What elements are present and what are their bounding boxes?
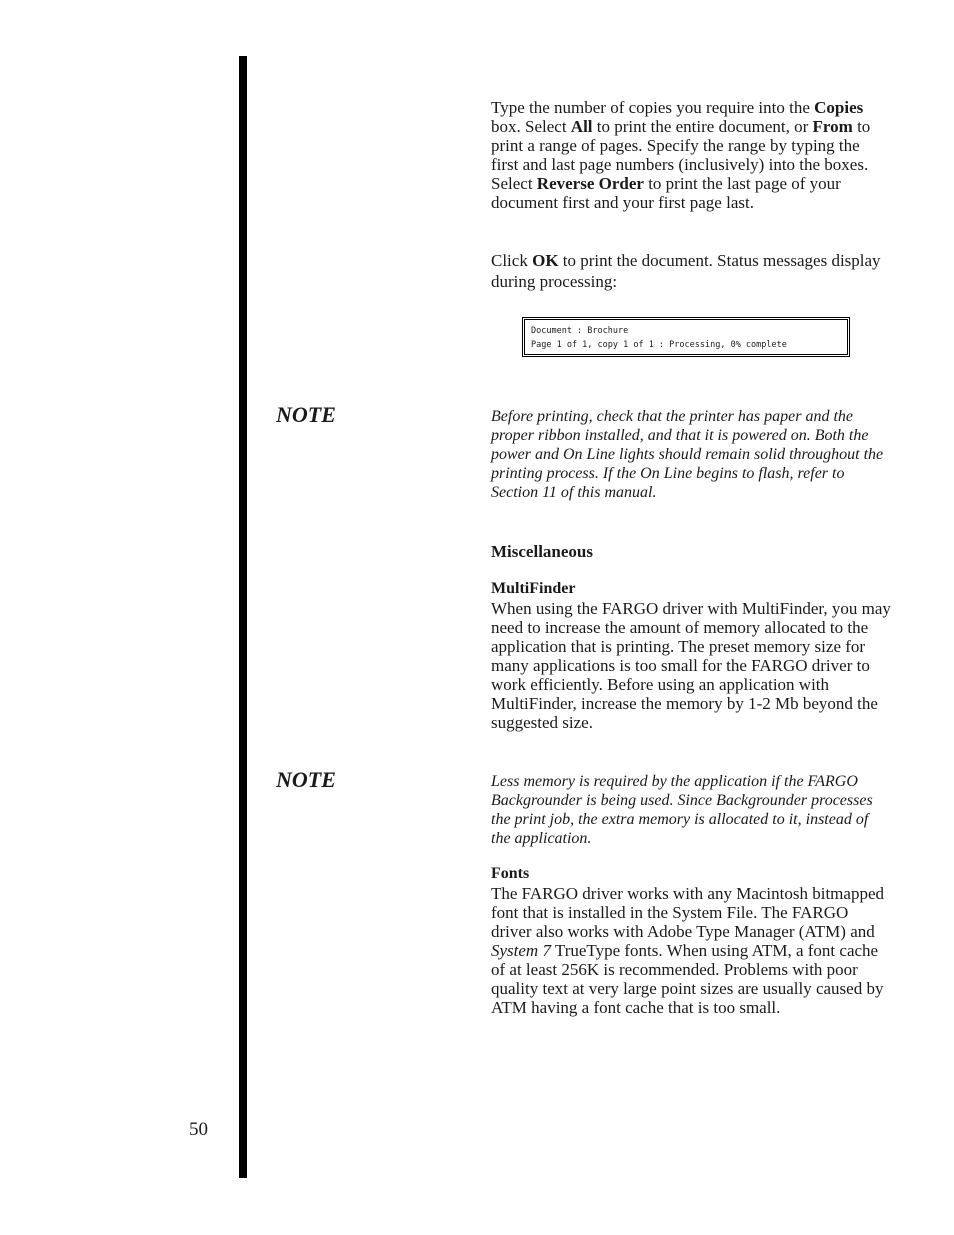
bold-reverse-order: Reverse Order: [536, 174, 644, 193]
page-number: 50: [189, 1119, 208, 1140]
click-ok-paragraph: [491, 250, 891, 292]
subheading-multifinder: MultiFinder: [491, 580, 576, 597]
text-span: to print the entire document, or: [592, 117, 813, 136]
fonts-paragraph: [491, 884, 891, 1017]
bold-copies: Copies: [814, 98, 864, 117]
note-text: Before printing, check that the printer has paper and the proper ribbon installed, and that it is powered on. Both the power and On Line lights should remain solid throughout the printing process. If the On Line begins to flash, refer to Section 11 of this manual.: [491, 408, 884, 501]
status-document-line: Document : Brochure: [531, 326, 629, 336]
multifinder-paragraph: When using the FARGO driver with MultiFinder, you may need to increase the amount of memory allocated to the application that is printing. The preset memory size for many applications is too small for the FARGO driver to work efficiently. Before using an application with MultiFinder, increase the memory by 1-2 Mb beyond the suggested size.: [491, 599, 891, 732]
note-label: NOTE: [276, 767, 336, 792]
text-span: The FARGO driver works with any Macintosh bitmapped font that is installed in the System File. The FARGO driver also works with Adobe Type Manager (ATM) and: [491, 884, 884, 941]
margin-rule: [239, 56, 247, 1178]
bold-ok: OK: [532, 251, 559, 270]
text-span: TrueType fonts. When using ATM, a font cache of at least 256K is recommended. Problems with poor quality text at very large point sizes are usually caused by ATM having a font cache that is too small.: [491, 941, 884, 1017]
text-span: box. Select: [491, 117, 571, 136]
note-label: NOTE: [276, 402, 336, 427]
status-dialog: [522, 317, 850, 357]
status-dialog-inner: [524, 319, 848, 355]
note-text: Less memory is required by the application if the FARGO Backgrounder is being used. Since Backgrounder processes the print job, the extra memory is allocated to it, instead of the application.: [491, 773, 873, 847]
text-span: to print a range of pages. Specify the range by typing the first and last page numbers (inclusively) into the boxes. Select: [491, 117, 871, 193]
bold-all: All: [570, 117, 593, 136]
subheading-fonts: Fonts: [491, 865, 530, 882]
italic-system-7: System 7: [491, 941, 551, 960]
text-span: to print the last page of your document first and your first page last.: [491, 174, 841, 212]
text-span: Type the number of copies you require into the: [491, 98, 815, 117]
status-progress-line: Page 1 of 1, copy 1 of 1 : Processing, 0% complete: [531, 340, 787, 350]
section-heading-miscellaneous: Miscellaneous: [491, 542, 593, 561]
bold-from: From: [812, 117, 853, 136]
text-span: Click: [491, 251, 533, 270]
copies-paragraph: [491, 98, 891, 212]
text-span: to print the document. Status messages display during processing:: [491, 251, 881, 291]
